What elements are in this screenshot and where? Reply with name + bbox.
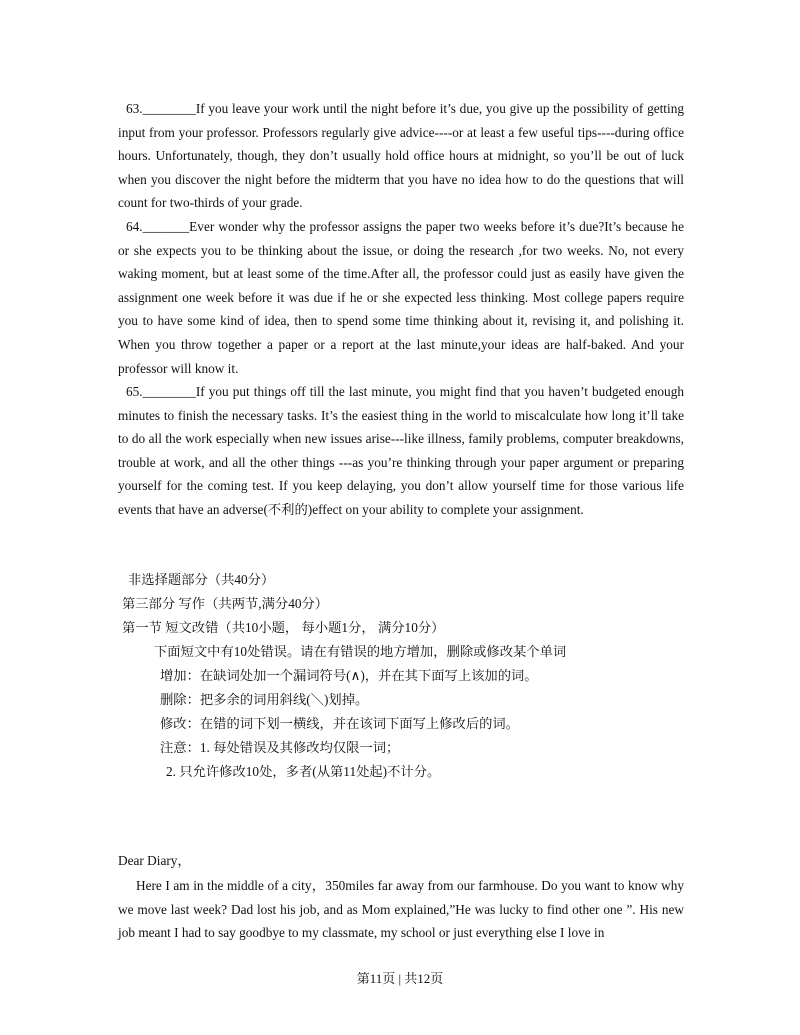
q65-number: 65.________ bbox=[126, 384, 196, 399]
passage-q65 bbox=[118, 380, 684, 522]
instruction-line-2: 增加：在缺词处加一个漏词符号(∧)，并在其下面写上该加的词。 bbox=[160, 668, 538, 683]
diary-salutation: Dear Diary， bbox=[118, 853, 191, 868]
instruction-line-1: 下面短文中有10处错误。请在有错误的地方增加，删除或修改某个单词 bbox=[154, 644, 567, 659]
passage-q63 bbox=[118, 97, 684, 215]
section-header: 非选择题部分（共40分） bbox=[128, 572, 275, 587]
q63-text: If you leave your work until the night before it’s due, you give up the possibility of getting input from your professor. Professors regularly give advice----or at least a few useful tips----during office hours. Unfortunately, though, they don’t usually hold office hours at midnight, so you’ll be out of luck when you discover the night before the midterm that you have no idea how to do the questions that will count for two-thirds of your grade. bbox=[118, 101, 684, 211]
page-footer: 第11页 | 共12页 bbox=[356, 971, 444, 986]
instruction-line-5: 注意：1. 每处错误及其修改均仅限一词； bbox=[160, 740, 400, 755]
diary-body: Here I am in the middle of a city，350miles far away from our farmhouse. Do you want to know why we move last week? Dad lost his job, and as Mom explained,”He was lucky to find other one ”. His new job meant I had to say goodbye to my classmate, my school or just everything else I love in bbox=[118, 878, 684, 941]
subsection-header: 第一节 短文改错（共10小题， 每小题1分， 满分10分） bbox=[122, 620, 445, 635]
q64-text: Ever wonder why the professor assigns the paper two weeks before it’s due?It’s because he or she expects you to be thinking about the issue, or doing the research ,for two weeks. No, not every waking moment, but at least some of the time.After all, the professor could just as easily have given the assignment one week before it was due if he or she expected less thinking. Most college papers require you to have some kind of idea, then to spend some time thinking about it, revising it, and polishing it. When you throw together a paper or a report at the last minute,your ideas are half-baked. And your professor will know it. bbox=[118, 219, 684, 376]
passage-q64 bbox=[118, 215, 684, 380]
instruction-line-3: 删除：把多余的词用斜线(＼)划掉。 bbox=[160, 692, 369, 707]
q65-text: If you put things off till the last minute, you might find that you haven’t budgeted enough minutes to finish the necessary tasks. It’s the easiest thing in the world to miscalculate how long it’ll take to do all the work especially when new issues arise---like illness, family problems, computer breakdowns, trouble at work, and all the other things ---as you’re thinking through your paper argument or preparing yourself for the coming test. If you keep delaying, you don’t allow yourself time for those various life events that have an adverse(不利的)effect on your ability to complete your assignment. bbox=[118, 384, 684, 517]
q64-number: 64._______ bbox=[126, 219, 190, 234]
instruction-line-6: 2. 只允许修改10处，多者(从第11处起)不计分。 bbox=[166, 764, 441, 779]
instruction-line-4: 修改：在错的词下划一横线，并在该词下面写上修改后的词。 bbox=[160, 716, 520, 731]
part-header: 第三部分 写作（共两节,满分40分） bbox=[122, 596, 329, 611]
q63-number: 63.________ bbox=[126, 101, 196, 116]
